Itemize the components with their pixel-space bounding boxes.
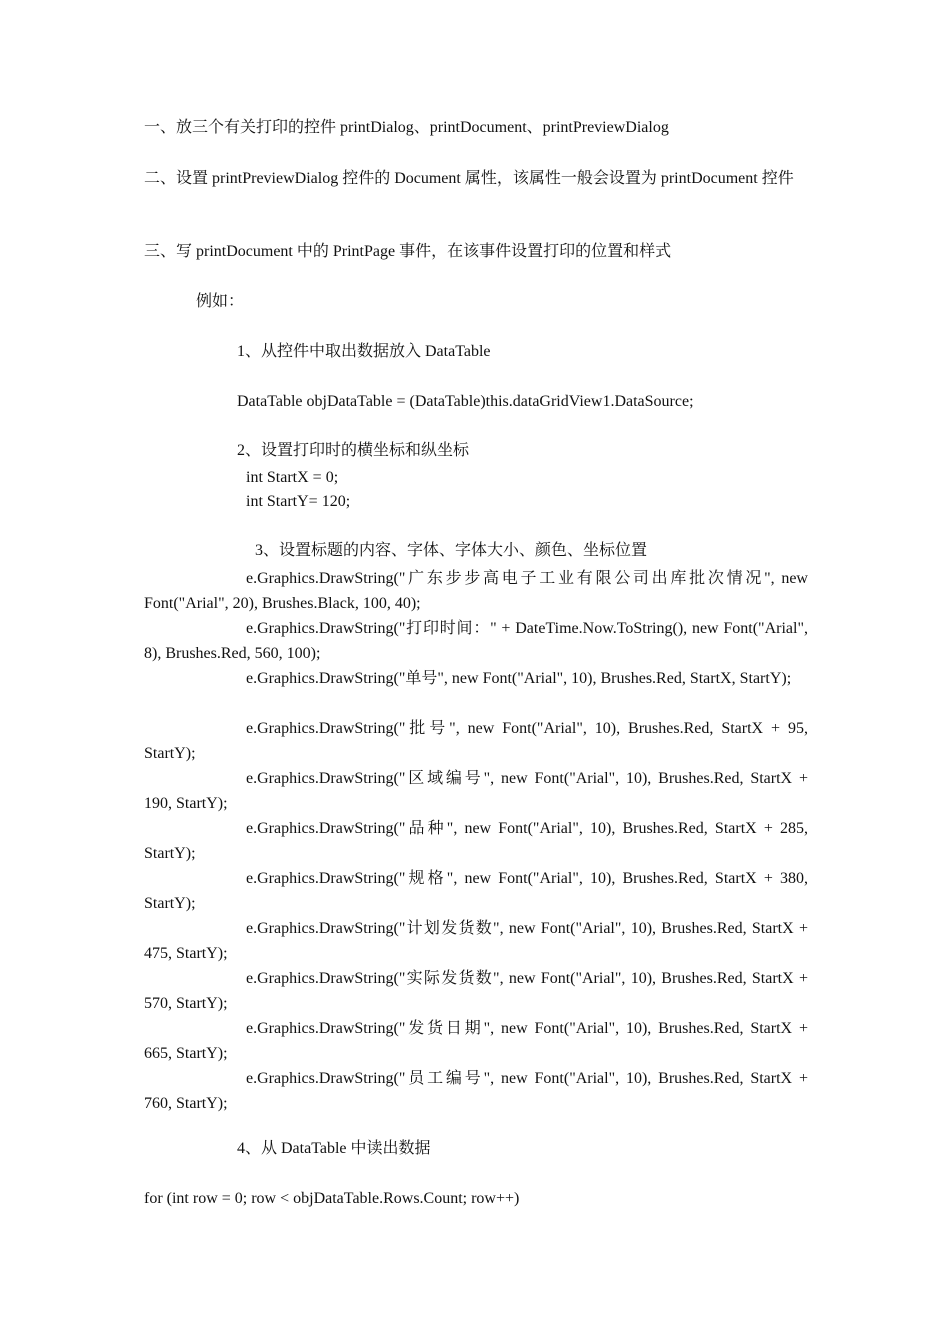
step-two: 二、设置 printPreviewDialog 控件的 Document 属性，该属性一般会设置为 printDocument 控件 (144, 170, 794, 187)
step-three: 三、写 printDocument 中的 PrintPage 事件，在该事件设置打印的位置和样式 (144, 243, 672, 260)
drawstring-code-line: e.Graphics.DrawString("广东步步高电子工业有限公司出库批次情况", new Font("Arial", 20), Brushes.Black, 100, 40); (144, 570, 808, 612)
drawstring-code-line: e.Graphics.DrawString("区域编号", new Font("Arial", 10), Brushes.Red, StartX + 190, StartY); (144, 770, 808, 812)
step-one: 一、放三个有关打印的控件 printDialog、printDocument、printPreviewDialog (144, 119, 669, 136)
code-line: int StartX = 0; (246, 469, 339, 486)
example-label: 例如： (196, 293, 245, 310)
drawstring-code-line: e.Graphics.DrawString("品种", new Font("Arial", 10), Brushes.Red, StartX + 285, StartY); (144, 820, 808, 862)
drawstring-code-line: e.Graphics.DrawString("打印时间：" + DateTime.Now.ToString(), new Font("Arial", 8), Brushes.Red, 560, 100); (144, 620, 808, 662)
sub-step-2-title: 2、设置打印时的横坐标和纵坐标 (237, 442, 470, 459)
drawstring-code-line: e.Graphics.DrawString("批号", new Font("Arial", 10), Brushes.Red, StartX + 95, StartY); (144, 720, 808, 762)
for-loop-code: for (int row = 0; row < objDataTable.Rows.Count; row++) (144, 1190, 520, 1207)
sub-step-3-title: 3、设置标题的内容、字体、字体大小、颜色、坐标位置 (255, 542, 648, 559)
sub-step-4-title: 4、从 DataTable 中读出数据 (237, 1140, 431, 1157)
code-line: int StartY= 120; (246, 493, 351, 510)
drawstring-code-line: e.Graphics.DrawString("规格", new Font("Arial", 10), Brushes.Red, StartX + 380, StartY); (144, 870, 808, 912)
drawstring-code-line: e.Graphics.DrawString("实际发货数", new Font("Arial", 10), Brushes.Red, StartX + 570, StartY); (144, 970, 808, 1012)
drawstring-code-line: e.Graphics.DrawString("员工编号", new Font("Arial", 10), Brushes.Red, StartX + 760, StartY); (144, 1070, 808, 1112)
drawstring-code-line: e.Graphics.DrawString("单号", new Font("Arial", 10), Brushes.Red, StartX, StartY); (246, 670, 792, 687)
sub-step-1-title: 1、从控件中取出数据放入 DataTable (237, 343, 491, 360)
sub-step-1-code: DataTable objDataTable = (DataTable)this.dataGridView1.DataSource; (237, 393, 694, 410)
drawstring-code-line: e.Graphics.DrawString("计划发货数", new Font("Arial", 10), Brushes.Red, StartX + 475, StartY); (144, 920, 808, 962)
drawstring-code-line: e.Graphics.DrawString("发货日期", new Font("Arial", 10), Brushes.Red, StartX + 665, StartY); (144, 1020, 808, 1062)
